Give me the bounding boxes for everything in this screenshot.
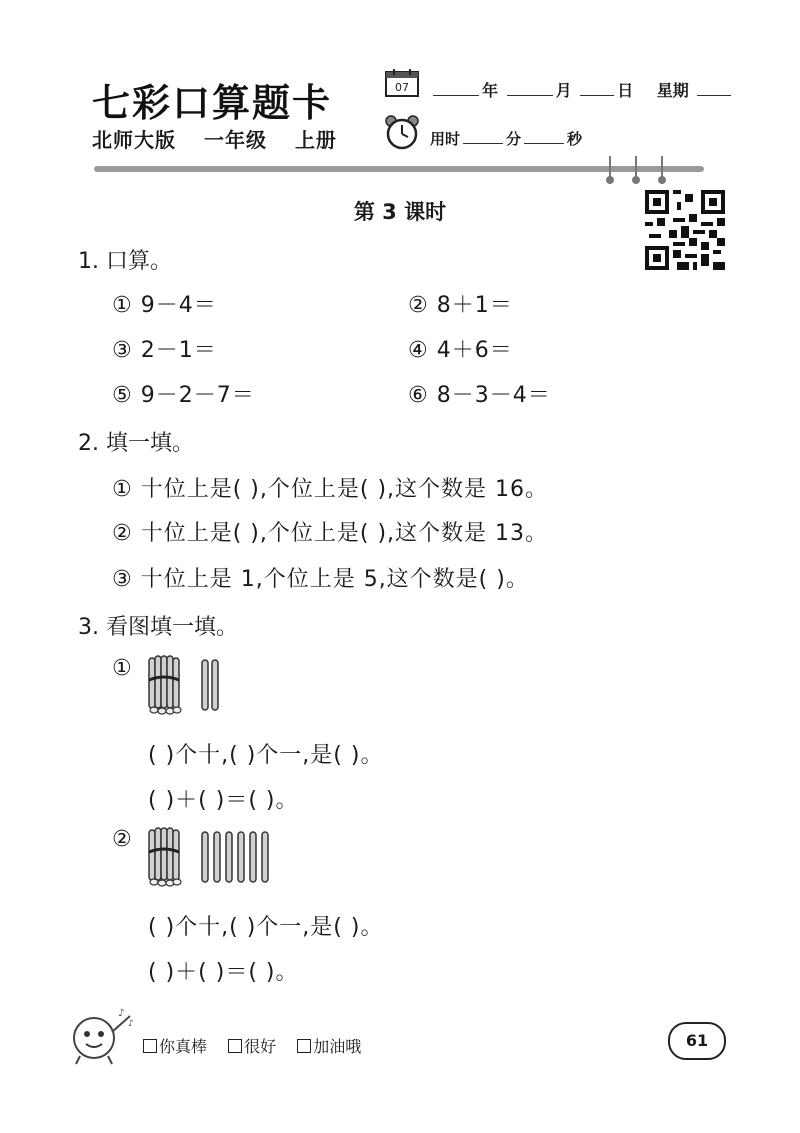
stick-bundle-icon	[146, 654, 226, 716]
binder-pins-icon	[600, 156, 670, 184]
picture-problem-1-line1: ( )个十,( )个一,是( )。	[148, 743, 384, 768]
month-blank[interactable]	[507, 81, 553, 96]
picture-problem-2-line2: ( )＋( )＝( )。	[148, 960, 299, 985]
stick-bundle-icon-2	[146, 826, 286, 888]
rating-option-great[interactable]: 你真棒	[143, 1037, 207, 1056]
weekday-label: 星期	[656, 81, 689, 100]
second-blank[interactable]	[524, 131, 564, 144]
checkbox-icon[interactable]	[143, 1039, 157, 1053]
weekday-blank[interactable]	[697, 81, 731, 96]
edition-label: 北师大版	[92, 128, 176, 152]
grade-label: 一年级	[203, 128, 267, 152]
mascot-icon	[66, 1004, 138, 1068]
book-info	[92, 124, 357, 153]
picture-problem-2-line1: ( )个十,( )个一,是( )。	[148, 915, 384, 940]
svg-text:♪: ♪	[128, 1019, 134, 1029]
arith-item-2: ② 8＋1＝	[408, 293, 513, 318]
year-blank[interactable]	[433, 81, 479, 96]
rating-option-keep-going[interactable]: 加油哦	[297, 1037, 361, 1056]
time-fill-line	[430, 128, 582, 149]
fill-item-2: ② 十位上是( ),个位上是( ),这个数是 13。	[112, 521, 549, 546]
time-label: 用时	[430, 130, 461, 148]
date-fill-line	[430, 78, 734, 101]
picture-problem-2-marker: ②	[112, 827, 133, 852]
checkbox-icon[interactable]	[297, 1039, 311, 1053]
second-label: 秒	[567, 130, 583, 148]
volume-label: 上册	[294, 128, 337, 152]
section1-title: 1. 口算。	[78, 249, 172, 274]
section3-title: 3. 看图填一填。	[78, 615, 238, 640]
picture-problem-1-line2: ( )＋( )＝( )。	[148, 788, 299, 813]
checkbox-icon[interactable]	[228, 1039, 242, 1053]
calendar-icon	[384, 68, 420, 98]
day-blank[interactable]	[580, 81, 614, 96]
month-label: 月	[555, 81, 572, 100]
calendar-day: 07	[395, 81, 409, 94]
day-label: 日	[617, 81, 634, 100]
fill-item-1: ① 十位上是( ),个位上是( ),这个数是 16。	[112, 477, 549, 502]
arith-item-5: ⑤ 9－2－7＝	[112, 383, 255, 408]
section2-title: 2. 填一填。	[78, 431, 194, 456]
arith-item-6: ⑥ 8－3－4＝	[408, 383, 551, 408]
brand-logo: 七彩口算题卡	[92, 80, 333, 125]
lesson-title: 第 3 课时	[353, 200, 447, 224]
arith-item-4: ④ 4＋6＝	[408, 338, 513, 363]
arith-item-1: ① 9－4＝	[112, 293, 217, 318]
self-rating-options	[143, 1034, 377, 1057]
page-number: 61	[668, 1022, 726, 1060]
minute-label: 分	[506, 130, 522, 148]
picture-problem-1-marker: ①	[112, 656, 133, 681]
qr-code-icon[interactable]	[645, 190, 725, 270]
loose-sticks-icon	[202, 660, 218, 710]
svg-text:♪: ♪	[118, 1008, 125, 1019]
rating-option-good[interactable]: 很好	[228, 1037, 276, 1056]
arith-item-3: ③ 2－1＝	[112, 338, 217, 363]
alarm-clock-icon	[383, 113, 421, 151]
fill-item-3: ③ 十位上是 1,个位上是 5,这个数是( )。	[112, 567, 529, 592]
year-label: 年	[482, 81, 499, 100]
loose-sticks-icon-2	[202, 832, 268, 882]
minute-blank[interactable]	[463, 131, 503, 144]
